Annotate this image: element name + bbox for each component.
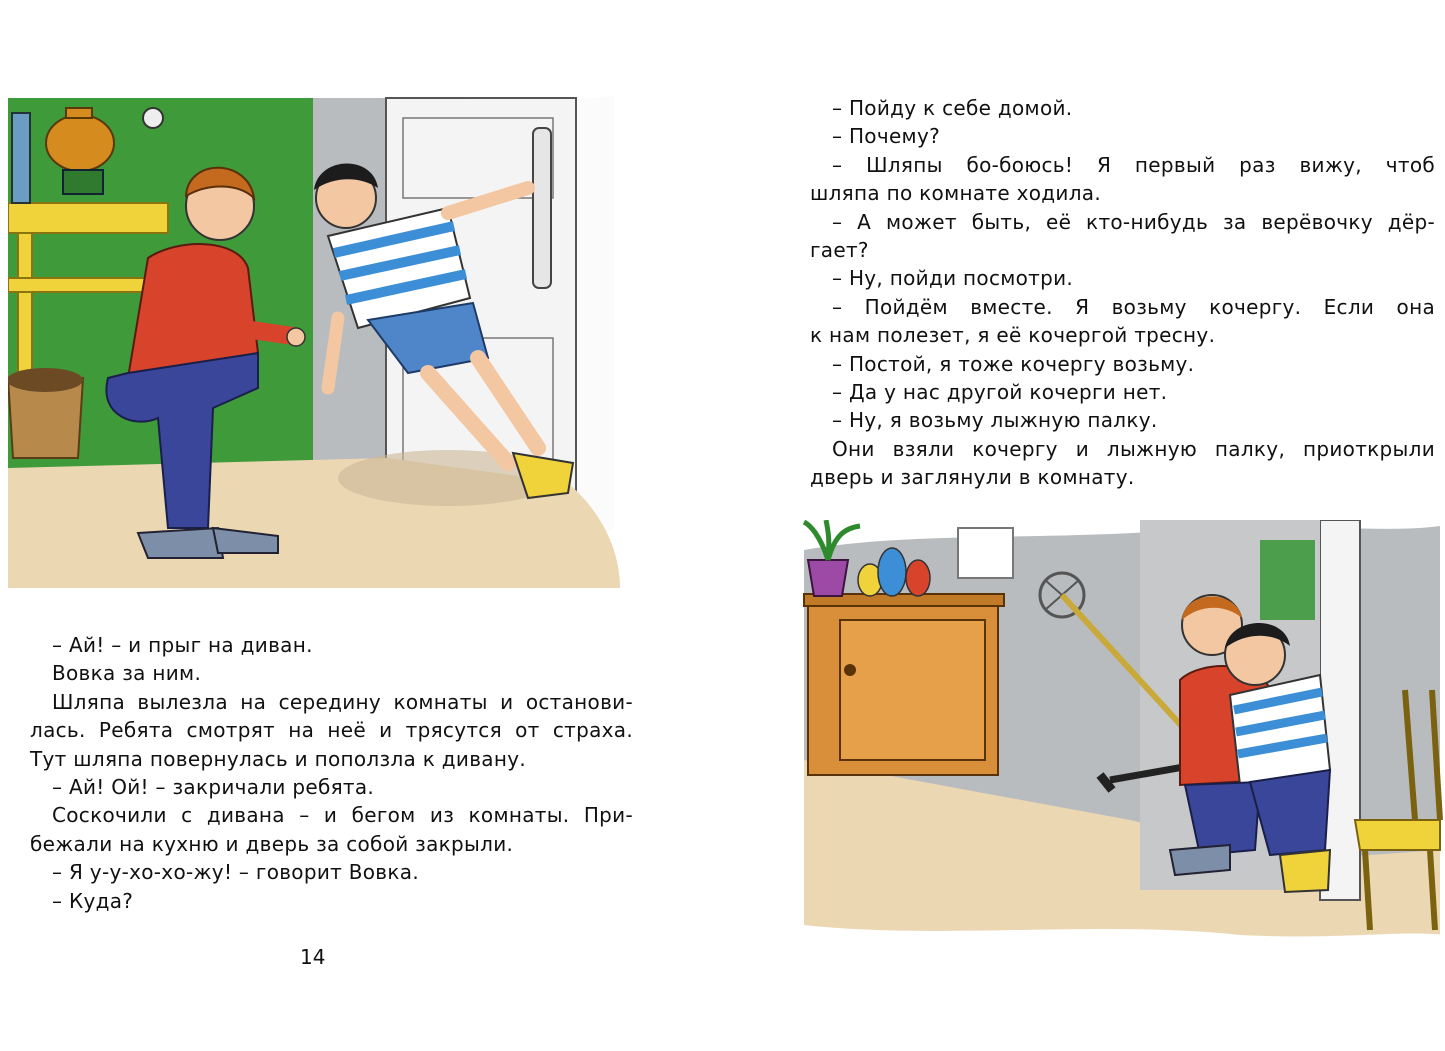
text-line: – Пойдём вместе. Я возьму кочергу. Если она bbox=[832, 294, 1435, 319]
text-line: Они взяли кочергу и лыжную палку, приоткрыли bbox=[832, 436, 1435, 461]
text-line: дверь и заглянули в комнату. bbox=[810, 465, 1135, 490]
page-number: 14 bbox=[300, 945, 326, 969]
text-line: – Ай! Ой! – закричали ребята. bbox=[52, 775, 375, 800]
room-scene bbox=[800, 520, 1445, 940]
text-line: – Ну, пойди посмотри. bbox=[832, 266, 1074, 291]
text-line: Соскочили с дивана – и бегом из комнаты. При- bbox=[52, 803, 633, 828]
text-line: – Я у-у-хо-хо-жу! – говорит Вовка. bbox=[52, 860, 419, 885]
right-text bbox=[810, 94, 1435, 492]
text-line: Шляпа вылезла на середину комнаты и останови- bbox=[52, 689, 633, 714]
text-line: к нам полезет, я её кочергой тресну. bbox=[810, 323, 1216, 348]
text-line: бежали на кухню и дверь за собой закрыли. bbox=[30, 831, 514, 856]
text-line: – Почему? bbox=[832, 124, 940, 149]
left-text bbox=[30, 631, 633, 915]
text-line: – Шляпы бо-боюсь! Я первый раз вижу, чтоб bbox=[832, 152, 1435, 177]
text-line: Вовка за ним. bbox=[52, 661, 202, 686]
text-line: Тут шляпа повернулась и поползла к дивану. bbox=[30, 746, 527, 771]
text-line: шляпа по комнате ходила. bbox=[810, 181, 1102, 206]
text-line: – Пойду к себе домой. bbox=[832, 96, 1073, 120]
right-illustration bbox=[800, 520, 1445, 940]
left-illustration bbox=[8, 88, 620, 608]
text-line: – Постой, я тоже кочергу возьму. bbox=[832, 351, 1195, 376]
text-line: гает? bbox=[810, 238, 869, 263]
text-line: – Куда? bbox=[52, 888, 134, 913]
text-line: – Да у нас другой кочерги нет. bbox=[832, 380, 1168, 405]
text-line: – Ну, я возьму лыжную палку. bbox=[832, 408, 1158, 433]
text-line: лась. Ребята смотрят на неё и трясутся от страха. bbox=[30, 718, 633, 743]
kitchen-scene bbox=[8, 88, 620, 608]
text-line: – А может быть, её кто-нибудь за верёвочку дёр- bbox=[832, 209, 1435, 234]
text-line: – Ай! – и прыг на диван. bbox=[52, 633, 313, 657]
